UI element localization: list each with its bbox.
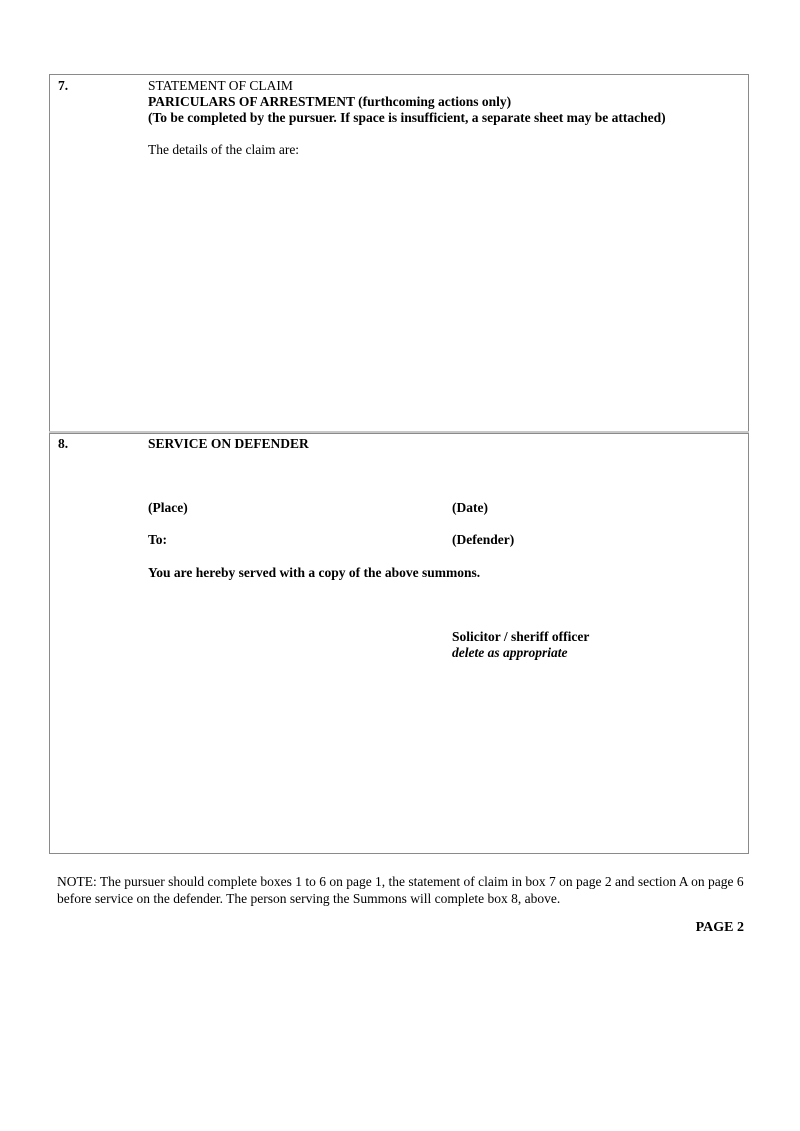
box-number: 8. bbox=[58, 436, 69, 451]
service-on-defender-box bbox=[49, 433, 749, 854]
box-instruction: (To be completed by the pursuer. If space is insufficient, a separate sheet may be attached) bbox=[148, 110, 666, 125]
defender-label: (Defender) bbox=[452, 532, 515, 547]
place-label: (Place) bbox=[148, 500, 188, 515]
statement-of-claim-box bbox=[49, 74, 749, 432]
box-number: 7. bbox=[58, 78, 69, 93]
claim-details-label: The details of the claim are: bbox=[148, 142, 300, 157]
signatory-note: delete as appropriate bbox=[452, 645, 568, 660]
box-heading: STATEMENT OF CLAIM bbox=[148, 78, 293, 93]
signatory-label: Solicitor / sheriff officer bbox=[452, 629, 590, 644]
served-statement: You are hereby served with a copy of the above summons. bbox=[148, 565, 481, 580]
page-number: PAGE 2 bbox=[695, 920, 744, 935]
claim-details-area[interactable] bbox=[148, 165, 738, 420]
date-label: (Date) bbox=[452, 500, 488, 515]
box-subheading: PARICULARS OF ARRESTMENT (furthcoming actions only) bbox=[148, 94, 512, 109]
box-heading: SERVICE ON DEFENDER bbox=[148, 436, 309, 451]
footer-note: NOTE: The pursuer should complete boxes 1 to 6 on page 1, the statement of claim in box 7 on page 2 and section A on page 6 before service on the defender. The person serving the Summons will complete box 8, above. bbox=[57, 874, 744, 906]
to-label: To: bbox=[148, 532, 168, 547]
